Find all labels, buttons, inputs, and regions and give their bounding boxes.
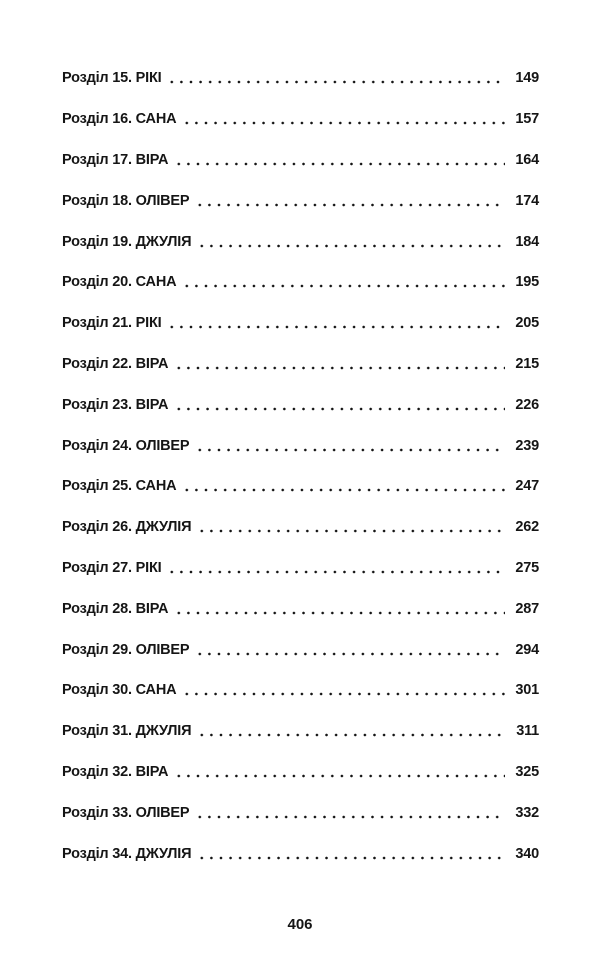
dot-leader: [195, 644, 505, 656]
chapter-title: Розділ 24. ОЛІВЕР: [62, 437, 190, 454]
chapter-page-number: 174: [515, 192, 539, 209]
dot-leader: [174, 154, 505, 166]
toc-entry: [62, 752, 539, 793]
chapter-title: Розділ 23. ВІРА: [62, 396, 169, 413]
toc-entry: [62, 262, 539, 303]
chapter-page-number: 294: [515, 641, 539, 658]
dot-leader: [197, 521, 505, 533]
dot-leader: [167, 317, 505, 329]
toc-entry: [62, 425, 539, 466]
chapter-title: Розділ 31. ДЖУЛІЯ: [62, 723, 192, 740]
toc-entry: [62, 384, 539, 425]
toc-entry: [62, 58, 539, 99]
toc-entry: [62, 303, 539, 344]
chapter-page-number: 195: [515, 274, 539, 291]
dot-leader: [195, 195, 505, 207]
dot-leader: [197, 236, 505, 248]
toc-entry: [62, 180, 539, 221]
chapter-title: Розділ 25. САНА: [62, 478, 177, 495]
toc-entry: [62, 588, 539, 629]
dot-leader: [167, 562, 505, 574]
chapter-title: Розділ 21. РІКІ: [62, 315, 162, 332]
toc-entry: [62, 466, 539, 507]
chapter-page-number: 275: [515, 559, 539, 576]
page-number: 406: [287, 916, 313, 933]
chapter-title: Розділ 34. ДЖУЛІЯ: [62, 845, 192, 862]
dot-leader: [195, 440, 505, 452]
toc-entry: [62, 344, 539, 385]
toc-entry: [62, 833, 539, 874]
dot-leader: [182, 480, 505, 492]
chapter-title: Розділ 32. ВІРА: [62, 763, 169, 780]
chapter-page-number: 184: [515, 233, 539, 250]
chapter-page-number: 215: [515, 355, 539, 372]
toc-entry: [62, 548, 539, 589]
chapter-title: Розділ 19. ДЖУЛІЯ: [62, 233, 192, 250]
chapter-title: Розділ 28. ВІРА: [62, 600, 169, 617]
chapter-page-number: 149: [515, 70, 539, 87]
chapter-page-number: 239: [515, 437, 539, 454]
dot-leader: [182, 276, 505, 288]
chapter-title: Розділ 16. САНА: [62, 111, 177, 128]
chapter-title: Розділ 30. САНА: [62, 682, 177, 699]
chapter-title: Розділ 20. САНА: [62, 274, 177, 291]
toc-entry: [62, 711, 539, 752]
table-of-contents: [62, 58, 539, 874]
toc-entry: [62, 140, 539, 181]
chapter-title: Розділ 27. РІКІ: [62, 559, 162, 576]
toc-entry: [62, 507, 539, 548]
chapter-page-number: 164: [515, 151, 539, 168]
toc-entry: [62, 792, 539, 833]
chapter-page-number: 325: [515, 763, 539, 780]
chapter-page-number: 340: [515, 845, 539, 862]
dot-leader: [174, 399, 505, 411]
chapter-page-number: 311: [516, 723, 539, 740]
chapter-page-number: 332: [515, 804, 539, 821]
toc-entry: [62, 221, 539, 262]
toc-entry: [62, 99, 539, 140]
dot-leader: [174, 603, 505, 615]
chapter-title: Розділ 26. ДЖУЛІЯ: [62, 519, 192, 536]
dot-leader: [197, 848, 505, 860]
toc-entry: [62, 670, 539, 711]
chapter-page-number: 301: [515, 682, 539, 699]
chapter-page-number: 226: [515, 396, 539, 413]
dot-leader: [167, 72, 505, 84]
chapter-page-number: 247: [515, 478, 539, 495]
dot-leader: [195, 807, 505, 819]
chapter-page-number: 157: [515, 111, 539, 128]
toc-entry: [62, 629, 539, 670]
dot-leader: [174, 766, 505, 778]
chapter-title: Розділ 22. ВІРА: [62, 355, 169, 372]
chapter-title: Розділ 29. ОЛІВЕР: [62, 641, 190, 658]
chapter-title: Розділ 17. ВІРА: [62, 151, 169, 168]
chapter-title: Розділ 33. ОЛІВЕР: [62, 804, 190, 821]
chapter-page-number: 205: [515, 315, 539, 332]
dot-leader: [197, 725, 506, 737]
dot-leader: [174, 358, 505, 370]
chapter-page-number: 262: [515, 519, 539, 536]
dot-leader: [182, 113, 505, 125]
dot-leader: [182, 684, 505, 696]
chapter-title: Розділ 18. ОЛІВЕР: [62, 192, 190, 209]
chapter-page-number: 287: [515, 600, 539, 617]
chapter-title: Розділ 15. РІКІ: [62, 70, 162, 87]
